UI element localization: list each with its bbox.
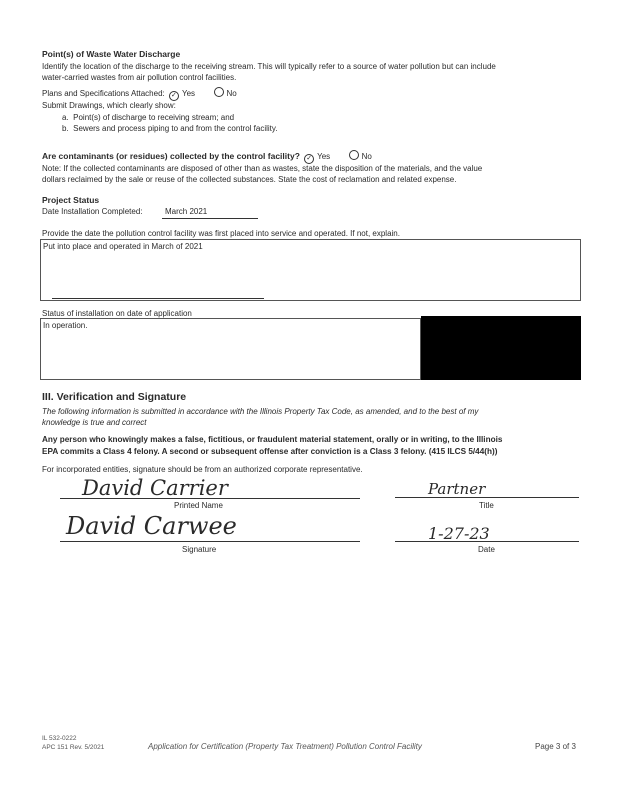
drawing-item-a-text: Point(s) of discharge to receiving stream; and [73, 113, 235, 122]
printed-name-label: Printed Name [174, 501, 223, 510]
verification-intro-line-2: knowledge is true and correct [42, 418, 147, 427]
date-handwriting[interactable]: 1-27-23 [428, 524, 490, 543]
false-statement-warning-line-1: Any person who knowingly makes a false, fictitious, or fraudulent material statement, orally or in writing, to the Illinois [42, 435, 503, 444]
contaminants-no-radio[interactable] [349, 150, 359, 160]
installation-status-value: In operation. [43, 321, 88, 330]
drawing-item-b-text: Sewers and process piping to and from the control facility. [73, 124, 278, 133]
project-status-heading: Project Status [42, 195, 100, 205]
signature-line [60, 541, 360, 542]
redacted-block [421, 316, 581, 380]
provide-date-label: Provide the date the pollution control facility was first placed into service and operated. If not, explain. [42, 229, 400, 238]
provide-date-field[interactable] [40, 239, 581, 301]
contaminants-yes-radio[interactable]: ✓ [304, 154, 314, 164]
signature-handwriting[interactable]: David Carwee [66, 512, 237, 540]
drawing-item-a-letter: a. [62, 113, 69, 122]
printed-name-line [60, 498, 360, 499]
date-completed-underline [162, 218, 258, 219]
provide-date-underline [52, 298, 264, 299]
discharge-instructions-line-2: water-carried wastes from air pollution control facilities. [42, 73, 237, 82]
title-label: Title [479, 501, 494, 510]
date-label: Date [478, 545, 495, 554]
drawing-item-b [62, 124, 278, 133]
contaminants-note-line-1: Note: If the collected contaminants are disposed of other than as wastes, state the disposition of the materials, and the value [42, 164, 483, 173]
drawing-item-a [62, 113, 234, 122]
false-statement-warning-line-2: EPA commits a Class 4 felony. A second or subsequent offense after conviction is a Class 3 felony. (415 ILCS 5/44(h)) [42, 447, 498, 456]
drawing-item-b-letter: b. [62, 124, 69, 133]
verification-heading: III. Verification and Signature [42, 391, 187, 403]
plans-yes-radio[interactable]: ✓ [169, 91, 179, 101]
date-completed-value[interactable]: March 2021 [165, 207, 208, 216]
date-completed-label: Date Installation Completed: [42, 207, 143, 216]
form-revision: APC 151 Rev. 5/2021 [42, 744, 105, 751]
contaminants-note-line-2: dollars reclaimed by the sale or reuse of the collected substances. State the cost of reclamation and related expense. [42, 175, 457, 184]
discharge-instructions-line-1: Identify the location of the discharge to the receiving stream. This will typically refer to a source of water pollution but can include [42, 62, 496, 71]
contaminants-yes-label: Yes [317, 152, 331, 161]
provide-date-value: Put into place and operated in March of 2021 [43, 242, 203, 251]
corporate-representative-note: For incorporated entities, signature should be from an authorized corporate representative. [42, 465, 363, 474]
title-line [395, 497, 579, 498]
discharge-heading: Point(s) of Waste Water Discharge [42, 49, 181, 59]
contaminants-question: Are contaminants (or residues) collected by the control facility? [42, 151, 300, 161]
plans-no-label: No [226, 89, 237, 98]
footer-title: Application for Certification (Property Tax Treatment) Pollution Control Facility [148, 742, 422, 751]
contaminants-row [42, 150, 372, 164]
title-handwriting[interactable]: Partner [428, 480, 486, 498]
plans-attached-label: Plans and Specifications Attached: [42, 89, 165, 98]
plans-attached-row [42, 87, 237, 101]
form-id: IL 532-0222 [42, 735, 77, 742]
page-number: Page 3 of 3 [535, 742, 576, 751]
submit-drawings-label: Submit Drawings, which clearly show: [42, 101, 176, 110]
installation-status-label: Status of installation on date of application [42, 309, 192, 318]
printed-name-handwriting[interactable]: David Carrier [82, 476, 228, 500]
verification-intro-line-1: The following information is submitted in accordance with the Illinois Property Tax Code, as amended, and to the best of my [42, 407, 479, 416]
signature-label: Signature [182, 545, 217, 554]
date-line [395, 541, 579, 542]
contaminants-no-label: No [361, 152, 372, 161]
plans-yes-label: Yes [181, 89, 196, 98]
plans-no-radio[interactable] [214, 87, 224, 97]
installation-status-field[interactable] [40, 318, 421, 380]
